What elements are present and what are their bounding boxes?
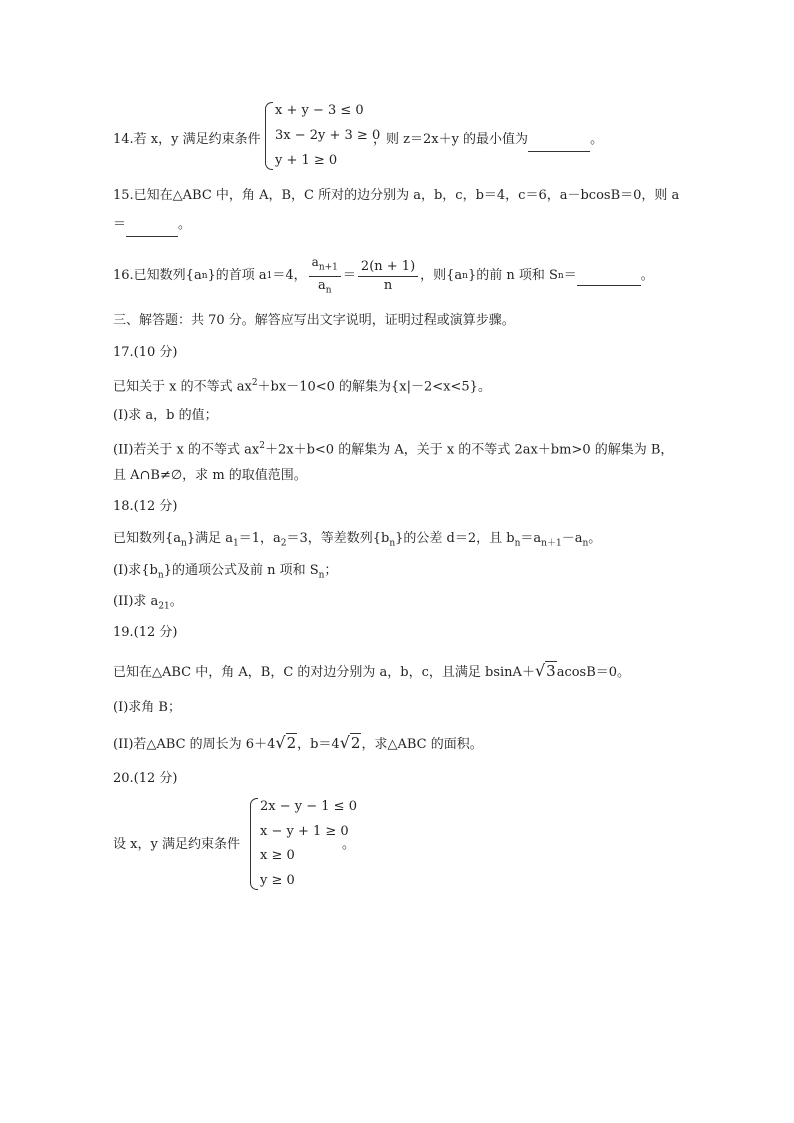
q14-constraint-1: x + y − 3 ≤ 0 <box>275 103 364 118</box>
q14-constraint-system <box>265 102 380 170</box>
q18-stem: 已知数列$\{a_n\}$满足 $a_1=1$，$a_2=3$，等差数列$\{b_n\}$的公差 d＝2，且 $b_n=a_{n+1}-a_n$。 <box>113 531 602 549</box>
q14-prefix: 14.若 x，y 满足约束条件 <box>113 132 261 147</box>
q14-suffix: ，则 z＝2x＋y 的最小值为 。 <box>373 131 603 152</box>
q20-header: 20.(12 分) <box>113 771 178 786</box>
q20-constraint-system <box>250 798 357 890</box>
q14-constraint-2: 3x − 2y + 3 ≥ 0 <box>275 128 381 143</box>
q20-prefix: 设 x，y 满足约束条件 <box>113 837 240 852</box>
answer-blank <box>126 218 178 237</box>
q19-part2: (II)若△ABC 的周长为 6＋4√2，b＝4√2，求△ABC 的面积。 <box>113 733 483 752</box>
q20-constraint-2: x − y + 1 ≥ 0 <box>260 823 349 839</box>
answer-blank <box>577 267 641 286</box>
left-brace-icon <box>265 102 273 170</box>
sqrt-icon: √2 <box>275 733 297 752</box>
answer-blank <box>528 133 590 152</box>
question-16: 16.已知数列{a n }的首项 a 1 ＝4， $\frac{a_{n+1}}{a_n}$ ＝ $\frac{2(n + 1)}{n}$ ，则{a n }的前 n 项和 S n ＝ 。 <box>113 253 654 300</box>
q15-line2: ＝ 。 <box>113 216 191 237</box>
q18-part2: (II)求 $a_{21}$。 <box>113 594 183 612</box>
sqrt-icon: √3 <box>534 661 556 680</box>
sqrt-icon: √2 <box>339 733 361 752</box>
q17-part1: (I)求 a，b 的值； <box>113 408 218 423</box>
q20-end: 。 <box>342 837 356 852</box>
q19-stem: 已知在△ABC 中，角 A，B，C 的对边分别为 a，b，c，且满足 bsinA＋√3acosB＝0。 <box>113 661 631 680</box>
q16-right-fraction: $\frac{2(n + 1)}{n}$ <box>358 258 418 295</box>
q20-constraint-1: 2x − y − 1 ≤ 0 <box>260 799 357 814</box>
q18-header: 18.(12 分) <box>113 499 178 514</box>
q18-part1: (I)求$\{b_n\}$的通项公式及前 n 项和 $S_n$； <box>113 563 338 581</box>
q15-line1: 15.已知在△ABC 中，角 A，B，C 所对的边分别为 a，b，c，b＝4，c＝6，a－bcosB＝0，则 a <box>113 188 680 203</box>
q19-header: 19.(12 分) <box>113 625 178 640</box>
q17-part2-line2: 且 A∩B≠∅，求 m 的取值范围。 <box>113 468 307 483</box>
q16-left-fraction: $\frac{a_{n+1}}{a_n}$ <box>309 253 341 300</box>
section-heading: 三、解答题：共 70 分。解答应写出文字说明，证明过程或演算步骤。 <box>113 313 515 328</box>
q14-constraint-3: y + 1 ≥ 0 <box>275 153 338 168</box>
q17-stem: 已知关于 x 的不等式 $ax^2+bx-10<0$ 的解集为{x|－2<x<5}。 <box>113 378 491 395</box>
q19-part1: (I)求角 B； <box>113 700 181 715</box>
q17-header: 17.(10 分) <box>113 345 178 360</box>
q20-constraint-4: y ≥ 0 <box>260 872 295 888</box>
q17-part2: (II)若关于 x 的不等式 $ax^2+2x+b<0$ 的解集为 A，关于 x 的不等式 2ax＋bm>0 的解集为 B， <box>113 441 674 458</box>
q20-constraint-3: x ≥ 0 <box>260 848 295 864</box>
left-brace-icon <box>250 798 258 890</box>
